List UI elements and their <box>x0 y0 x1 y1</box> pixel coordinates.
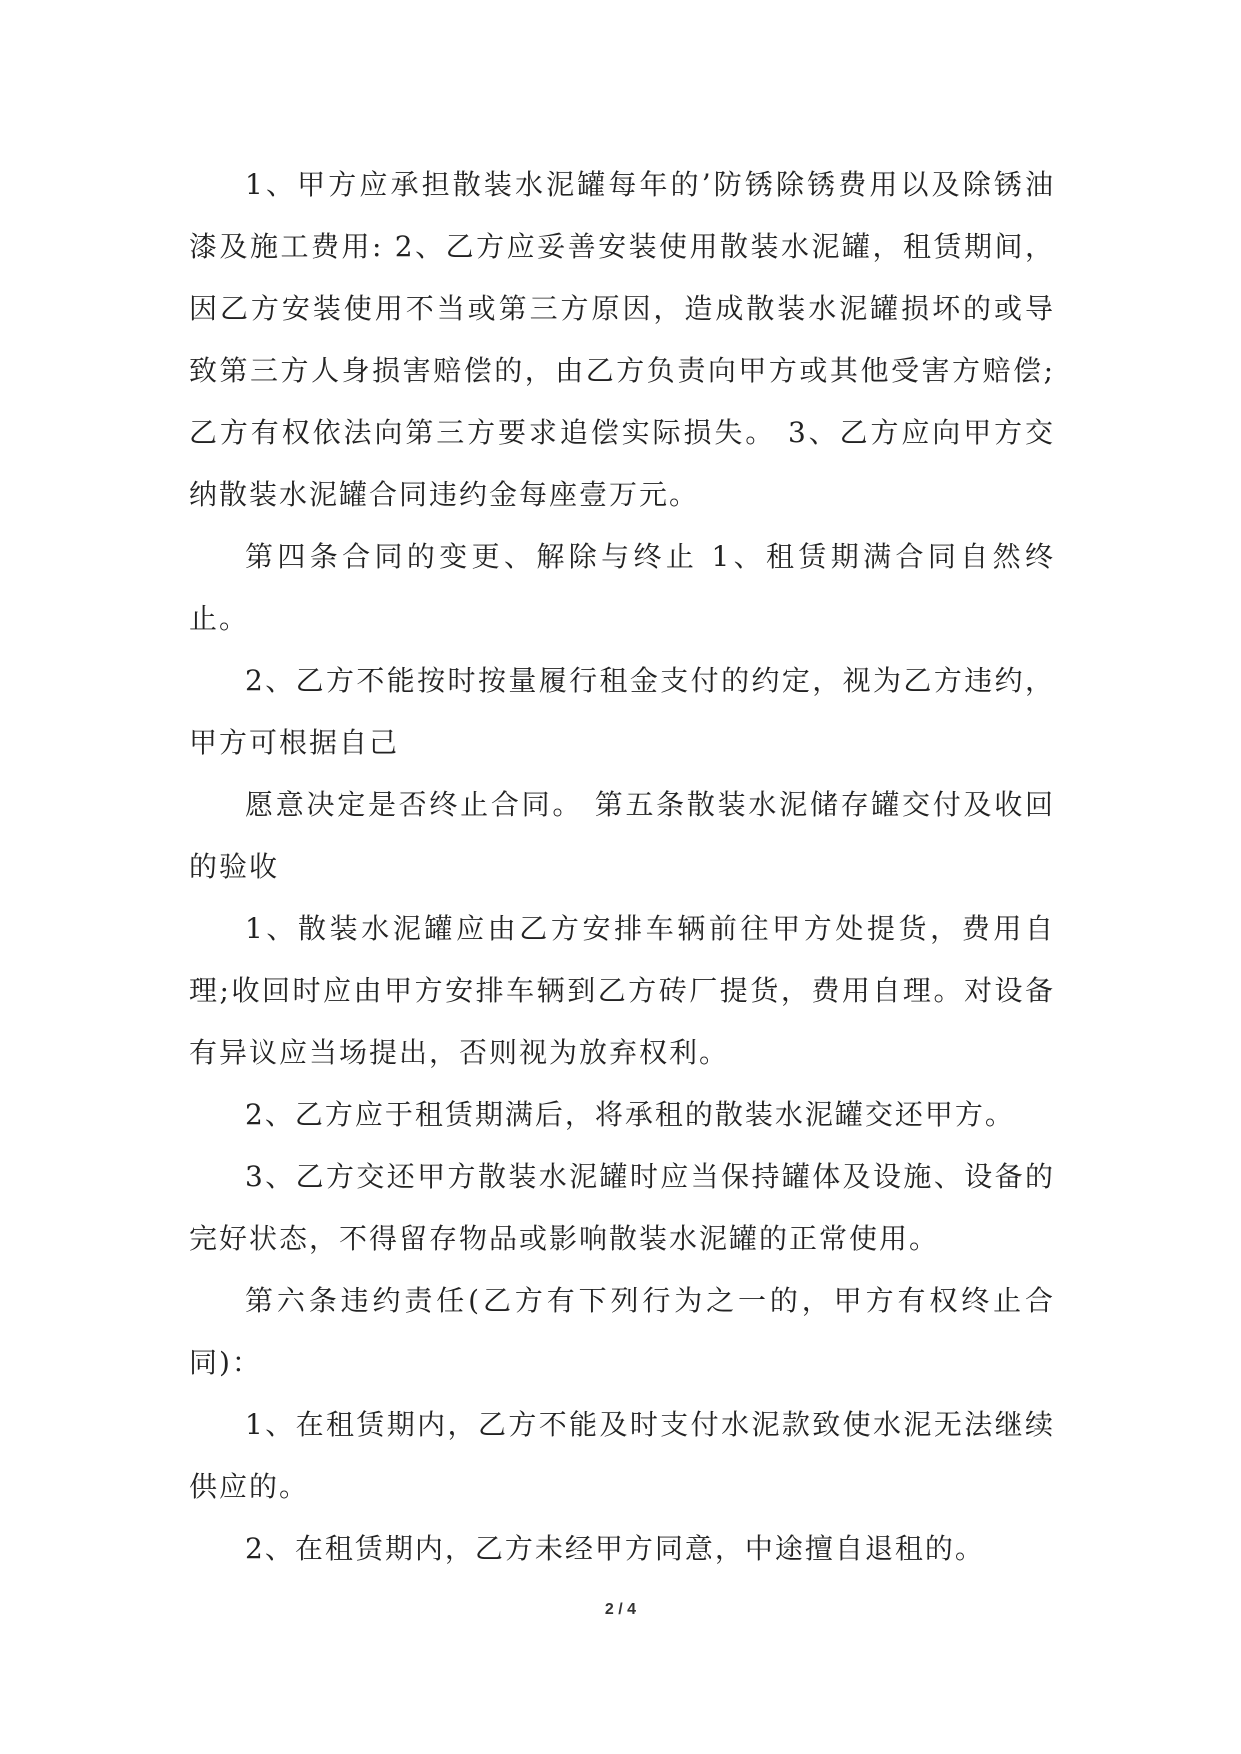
paragraph-article-5-item-1: 1、散装水泥罐应由乙方安排车辆前往甲方处提货，费用自理;收回时应由甲方安排车辆到乙方砖厂提货，费用自理。对设备有异议应当场提出，否则视为放弃权利。 <box>189 912 1055 1069</box>
paragraph-article-5-heading: 愿意决定是否终止合同。 第五条散装水泥储存罐交付及收回的验收 <box>189 788 1055 883</box>
paragraph-article-6-item-1: 1、在租赁期内，乙方不能及时支付水泥款致使水泥无法继续供应的。 <box>189 1408 1055 1503</box>
paragraph-article-5-item-2: 2、乙方应于租赁期满后，将承租的散装水泥罐交还甲方。 <box>245 1098 1015 1131</box>
document-body <box>189 154 1055 1580</box>
paragraph-article-4-item-2: 2、乙方不能按时按量履行租金支付的约定，视为乙方违约，甲方可根据自己 <box>189 664 1055 759</box>
paragraph-clause-3-obligations: 1、甲方应承担散装水泥罐每年的’防锈除锈费用以及除锈油漆及施工费用: 2、乙方应妥善安装使用散装水泥罐，租赁期间，因乙方安装使用不当或第三方原因，造成散装水泥罐损坏的或导致第三方人身损害赔偿的，由乙方负责向甲方或其他受害方赔偿;乙方有权依法向第三方要求追偿实际损失。 3、乙方应向甲方交纳散装水泥罐合同违约金每座壹万元。 <box>189 168 1055 511</box>
paragraph-article-5-item-3: 3、乙方交还甲方散装水泥罐时应当保持罐体及设施、设备的完好状态，不得留存物品或影响散装水泥罐的正常使用。 <box>189 1160 1055 1255</box>
page-number: 2 / 4 <box>604 1601 637 1618</box>
paragraph-article-6-heading: 第六条违约责任(乙方有下列行为之一的，甲方有权终止合同)： <box>189 1284 1055 1379</box>
paragraph-article-6-item-2: 2、在租赁期内，乙方未经甲方同意，中途擅自退租的。 <box>245 1532 985 1565</box>
paragraph-article-4-heading: 第四条合同的变更、解除与终止 1、租赁期满合同自然终止。 <box>189 540 1055 635</box>
